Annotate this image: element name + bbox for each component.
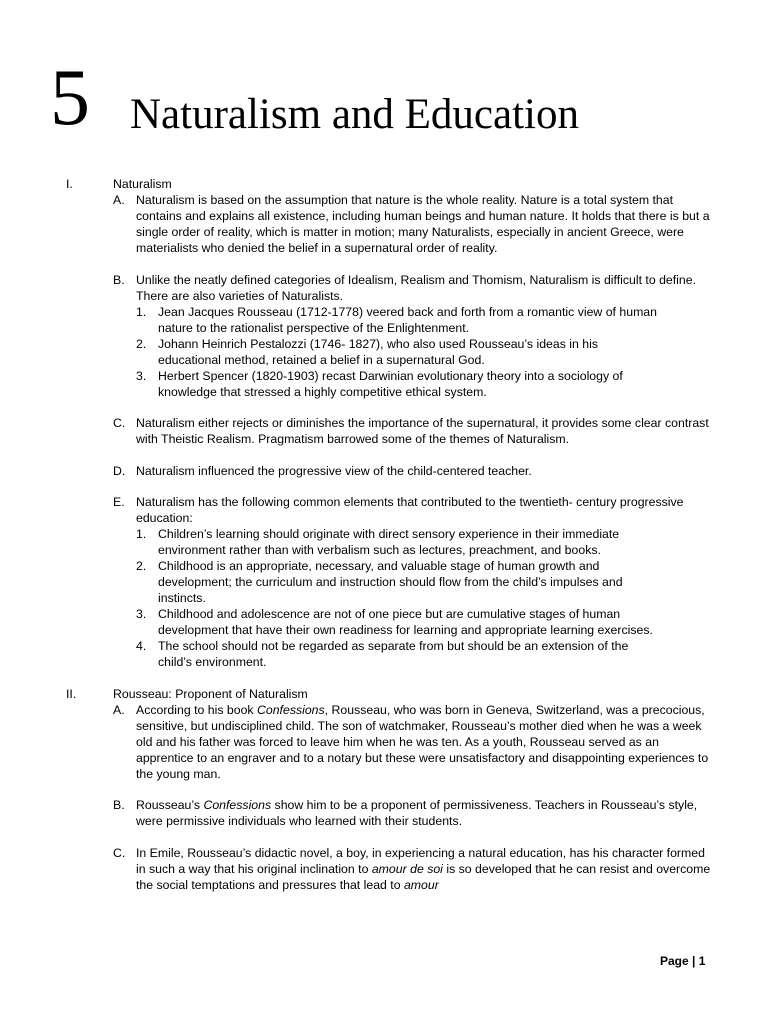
paragraph-gap <box>0 447 768 463</box>
outline-item <box>0 845 768 893</box>
outline-item-text: In Emile, Rousseau’s didactic novel, a boy, in experiencing a natural education, has his character formed in such a way that his original inclination to amour de soi is so developed that he can resist and overcome the social temptations and pressures that lead to amour <box>136 845 711 892</box>
outline-subitem-text: The school should not be regarded as separate from but should be an extension of the child’s environment. <box>158 639 629 669</box>
page-number: Page | 1 <box>660 954 706 968</box>
outline-subitem-marker: 3. <box>136 607 147 621</box>
outline-item-text: Unlike the neatly defined categories of Idealism, Realism and Thomism, Naturalism is difficult to define. There are also varieties of Naturalists. <box>136 272 697 303</box>
section-heading <box>0 686 768 702</box>
paragraph-gap <box>0 670 768 686</box>
outline-item-text: According to his book Confessions, Rousseau, who was born in Geneva, Switzerland, was a precocious, sensitive, but undisciplined child. The son of watchmaker, Rousseau’s mother died when he was a week old and his father was forced to leave him when he was ten. As a youth, Rousseau served as an apprentice to an engraver and to a notary but these were unsatisfactory and disappointing experiences to the young man. <box>136 702 709 781</box>
outline-subitem-text: Children’s learning should originate with direct sensory experience in their immediate environment rather than with verbalism such as lectures, preachment, and books. <box>158 527 620 557</box>
outline-item-marker: C. <box>113 845 126 860</box>
outline-item-marker: A. <box>113 702 125 717</box>
outline-subitem-text: Johann Heinrich Pestalozzi (1746- 1827), who also used Rousseau’s ideas in his educational method, retained a belief in a supernatural God. <box>158 336 598 367</box>
outline-item <box>0 702 768 782</box>
outline-subitem-text: Jean Jacques Rousseau (1712-1778) veered back and forth from a romantic view of human nature to the rationalist perspective of the Enlightenment. <box>158 304 657 335</box>
outline-subitem <box>0 304 768 336</box>
outline-item-text: Naturalism is based on the assumption that nature is the whole reality. Nature is a total system that contains and explains all existence, including human beings and human nature. It holds that there is but a single order of reality, which is matter in motion; many Naturalists, especially in ancient Greece, were materialists who denied the belief in a supernatural order of reality. <box>136 193 710 255</box>
outline-subitem-marker: 2. <box>136 559 147 573</box>
outline-item <box>0 463 768 479</box>
outline-subitem-marker: 2. <box>136 336 147 351</box>
outline-item-marker: C. <box>113 416 126 430</box>
outline-subitem-text: Childhood and adolescence are not of one piece but are cumulative stages of human development that have their own readiness for learning and appropriate learning exercises. <box>158 607 653 637</box>
paragraph-gap <box>0 256 768 272</box>
outline-subitem-text: Herbert Spencer (1820-1903) recast Darwinian evolutionary theory into a sociology of knowledge that stressed a highly competitive ethical system. <box>158 368 623 399</box>
paragraph-gap <box>0 829 768 845</box>
outline-subitem-marker: 4. <box>136 639 147 653</box>
outline-item <box>0 494 768 526</box>
outline-item-marker: B. <box>113 798 125 812</box>
outline-subitem-marker: 1. <box>136 527 147 541</box>
outline-subitem-text: Childhood is an appropriate, necessary, and valuable stage of human growth and development; the curriculum and instruction should flow from the child’s impulses and instincts. <box>158 559 623 605</box>
section-heading-text: Naturalism <box>113 177 172 191</box>
document-body <box>0 176 768 893</box>
outline-subitem <box>0 368 768 400</box>
outline-subitem <box>0 638 768 670</box>
section-heading-text: Rousseau: Proponent of Naturalism <box>113 686 308 701</box>
outline-item <box>0 192 768 256</box>
chapter-number: 5 <box>50 54 90 142</box>
outline-item-text: Rousseau’s Confessions show him to be a proponent of permissiveness. Teachers in Rousseau’s style, were permissive individuals who learned with their students. <box>136 798 698 828</box>
paragraph-gap <box>0 782 768 798</box>
outline-subitem <box>0 606 768 638</box>
outline-subitem-marker: 3. <box>136 368 147 383</box>
paragraph-gap <box>0 400 768 416</box>
paragraph-gap <box>0 479 768 495</box>
outline-item-marker: E. <box>113 495 125 509</box>
outline-item-text: Naturalism influenced the progressive view of the child-centered teacher. <box>136 463 532 478</box>
outline-item <box>0 272 768 304</box>
outline-item <box>0 797 768 829</box>
chapter-title: Naturalism and Education <box>130 91 579 138</box>
outline-item <box>0 415 768 447</box>
outline-subitem <box>0 558 768 606</box>
outline-item-text: Naturalism either rejects or diminishes the importance of the supernatural, it provides some clear contrast with Theistic Realism. Pragmatism barrowed some of the themes of Naturalism. <box>136 416 709 446</box>
outline-subitem <box>0 336 768 368</box>
outline-item-marker: A. <box>113 193 125 207</box>
section-heading-marker: I. <box>66 177 73 191</box>
section-heading <box>0 176 768 192</box>
outline-item-text: Naturalism has the following common elements that contributed to the twentieth- century progressive education: <box>136 495 684 525</box>
outline-subitem-marker: 1. <box>136 304 147 319</box>
outline-item-marker: D. <box>113 463 126 478</box>
section-heading-marker: II. <box>66 686 77 701</box>
outline-subitem <box>0 526 768 558</box>
outline-item-marker: B. <box>113 272 125 287</box>
